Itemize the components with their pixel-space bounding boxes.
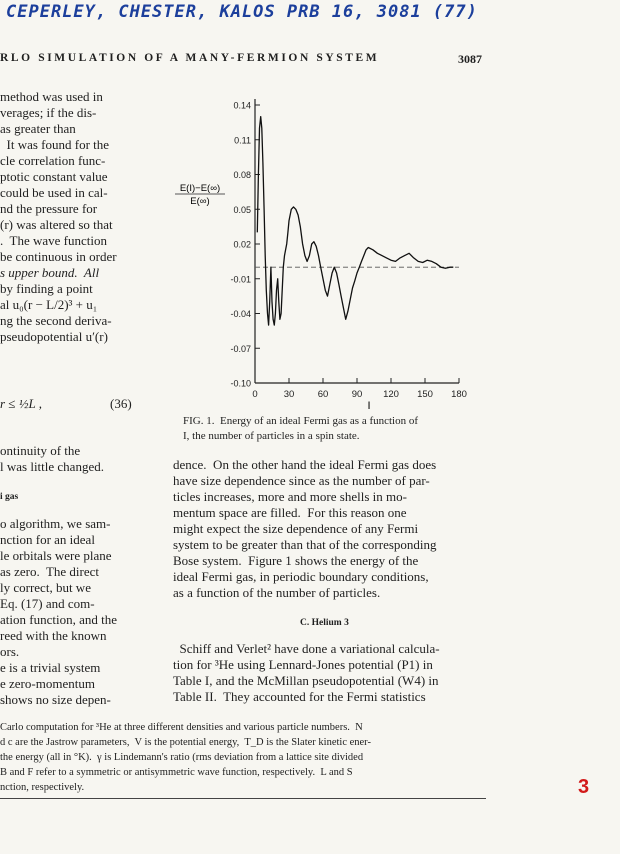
y-tick-label: -0.10 (230, 378, 251, 389)
energy-curve (257, 117, 453, 326)
left-text-line: shows no size depen- (0, 692, 111, 707)
right-text-line: ideal Fermi gas, in periodic boundary conditions, (173, 569, 429, 584)
x-tick-label: 150 (417, 389, 433, 400)
table-caption-line: Carlo computation for ³He at three different densities and various particle numbers. N (0, 722, 363, 733)
left-text-line: ng the second deriva- (0, 313, 112, 328)
equation: r ≤ ½L , (0, 396, 42, 411)
right-text-line: have size dependence since as the number of par- (173, 473, 430, 488)
right-text-line: ticles increases, more and more shells in mo- (173, 489, 407, 504)
left-text-line: as greater than (0, 121, 76, 136)
table-caption-line: nction, respectively. (0, 782, 85, 793)
right-text-line: Schiff and Verlet² have done a variational calcula- (173, 641, 440, 656)
left-text-line: ptotic constant value (0, 169, 108, 184)
left-text-line: could be used in cal- (0, 185, 108, 200)
y-tick-label: 0.11 (234, 135, 251, 146)
right-text-line: Table II. They accounted for the Fermi statistics (173, 689, 426, 704)
left-text-line: as zero. The direct (0, 564, 100, 579)
table-caption-line: d c are the Jastrow parameters, V is the potential energy, T_D is the Slater kinetic ener- (0, 737, 371, 748)
right-text-line: dence. On the other hand the ideal Fermi gas does (173, 457, 437, 472)
left-text-line: cle correlation func- (0, 153, 106, 168)
left-text-line: Eq. (17) and com- (0, 596, 95, 611)
y-tick-label: 0.05 (233, 204, 251, 215)
left-text-line: al u₀(r − L/2)³ + u₁ (0, 297, 98, 312)
left-text-line: . The wave function (0, 233, 107, 248)
x-tick-label: 180 (451, 389, 467, 400)
x-tick-label: 0 (252, 389, 258, 400)
left-text-line: pseudopotential u′(r) (0, 329, 108, 344)
y-axis-label-denominator: E(∞) (190, 196, 210, 207)
section-heading: C. Helium 3 (300, 618, 349, 628)
right-text-line: Bose system. Figure 1 shows the energy of the (173, 553, 419, 568)
x-axis-label: I (367, 400, 371, 412)
left-text-line: nd the pressure for (0, 201, 98, 216)
subsection-heading: i gas (0, 492, 19, 502)
left-text-line: ontinuity of the (0, 443, 81, 458)
x-tick-label: 90 (351, 389, 363, 400)
y-tick-label: -0.01 (230, 274, 251, 285)
x-tick-label: 30 (283, 389, 295, 400)
left-text-line: ly correct, but we (0, 580, 91, 595)
left-text-line: nction for an ideal (0, 532, 95, 547)
right-text-line: tion for ³He using Lennard-Jones potential (P1) in (173, 657, 433, 672)
y-tick-label: 0.14 (233, 100, 251, 111)
right-text-line: mentum space are filled. For this reason one (173, 505, 407, 520)
table-caption-line: B and F refer to a symmetric or antisymmetric wave function, respectively. L and S (0, 767, 353, 778)
left-text-line: le orbitals were plane (0, 548, 112, 563)
left-text-line: reed with the known (0, 628, 107, 643)
left-text-line: It was found for the (0, 137, 110, 152)
right-text-line: Table I, and the McMillan pseudopotential (W4) in (173, 673, 439, 688)
x-tick-label: 120 (383, 389, 399, 400)
left-text-line: ors. (0, 644, 20, 659)
y-tick-label: -0.04 (230, 309, 251, 319)
x-tick-label: 60 (317, 389, 329, 400)
corner-page-mark: 3 (578, 776, 590, 798)
left-text-line: e zero-momentum (0, 676, 95, 691)
left-text-line: (r) was altered so that (0, 217, 113, 232)
page-number: 3087 (458, 52, 482, 66)
running-head: RLO SIMULATION OF A MANY-FERMION SYSTEM (0, 52, 380, 64)
table-caption-line: the energy (all in °K). γ is Lindemann's ratio (rms deviation from a lattice site divided (0, 752, 364, 763)
right-text-line: as a function of the number of particles. (173, 585, 381, 600)
figure-caption-line: I, the number of particles in a spin state. (183, 430, 360, 442)
equation-number: (36) (110, 396, 132, 411)
bottom-rule (0, 798, 486, 799)
y-tick-label: -0.07 (230, 343, 251, 354)
handwritten-citation: CEPERLEY, CHESTER, KALOS PRB 16, 3081 (77) (6, 2, 478, 22)
left-text-line: l was little changed. (0, 459, 104, 474)
left-text-line: method was used in (0, 89, 103, 104)
right-text-line: might expect the size dependence of any Fermi (173, 521, 419, 536)
left-text-line: s upper bound. All (0, 265, 100, 280)
y-tick-label: 0.08 (233, 170, 251, 180)
left-text-line: be continuous in order (0, 249, 117, 264)
figure-caption-line: FIG. 1. Energy of an ideal Fermi gas as a function of (183, 415, 419, 427)
y-tick-label: 0.02 (233, 239, 251, 250)
left-text-line: by finding a point (0, 281, 93, 296)
y-axis-label-numerator: E(I)−E(∞) (179, 183, 221, 194)
left-text-line: e is a trivial system (0, 660, 101, 675)
right-text-line: system to be greater than that of the corresponding (173, 537, 437, 552)
y-axis-label (175, 183, 225, 207)
left-text-line: verages; if the dis- (0, 105, 97, 120)
left-text-line: o algorithm, we sam- (0, 516, 111, 531)
left-text-line: ation function, and the (0, 612, 117, 627)
